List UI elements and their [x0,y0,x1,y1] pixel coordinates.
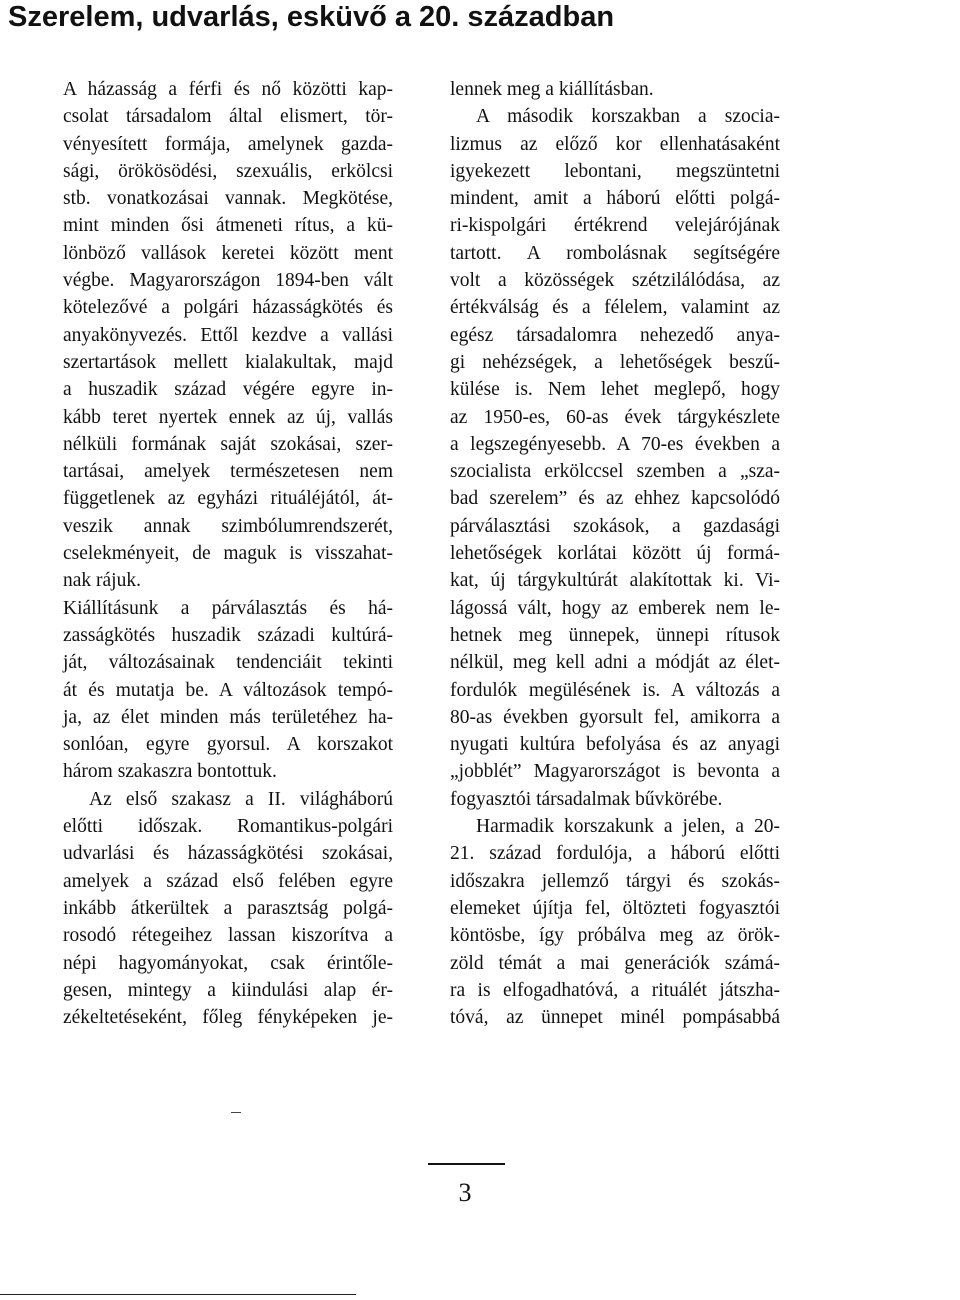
text-line: stb. vonatkozásai vannak. Megkötése, [63,188,393,210]
text-line: szocialista erkölccsel szemben a „sza- [450,461,780,483]
text-line: „jobblét” Magyarországot is bevonta a [450,761,780,783]
text-line: inkább átkerültek a parasztság polgá- [63,897,393,919]
text-line: át és mutatja be. A változások tempó- [63,679,393,701]
page-number: 3 [458,1178,472,1207]
text-line: függetlenek az egyházi rituáléjától, át- [63,488,393,510]
right-column [450,76,780,1031]
text-line: Kiállításunk a párválasztás és há- [63,597,393,619]
text-line: 80-as években gyorsult fel, amikorra a [450,706,780,728]
text-line: ja, az élet minden más területéhez ha- [63,706,393,728]
text-line: lönböző vallások keretei között ment [63,242,393,264]
text-line: cselekményeit, de maguk is visszahat- [63,543,393,565]
text-line: ra is elfogadhatóvá, a rituálét játszha- [450,979,780,1001]
text-line: párválasztási szokások, a gazdasági [450,515,780,537]
text-line: lehetőségek korlátai között új formá- [450,543,780,565]
page-number-rule [428,1163,505,1165]
text-line: zékeltetéseként, főleg fényképeken je- [63,1007,393,1029]
text-line: anyakönyvezés. Ettől kezdve a vallási [63,324,393,346]
text-line: elemeket újítja fel, öltözteti fogyasztói [450,897,780,919]
text-line: mindent, amit a háború előtti polgá- [450,188,780,210]
text-line: vényesített formája, amelynek gazda- [63,133,393,155]
text-line: ri-kispolgári értékrend velejárójának [450,215,780,237]
text-line: csolat társadalom által elismert, tör- [63,106,393,128]
text-line: kötelezővé a polgári házasságkötés és [63,297,393,319]
text-line: a legszegényesebb. A 70-es években a [450,433,780,455]
text-line: külése is. Nem lehet meglepő, hogy [450,379,780,401]
text-line: nyugati kultúra befolyása és az anyagi [450,734,780,756]
text-line: lennek meg a kiállításban. [450,79,654,100]
text-line: köntösbe, így próbálva meg az örök- [450,925,780,947]
text-line: veszik annak szimbólumrendszerét, [63,515,393,537]
text-line: a huszadik század végére egyre in- [63,379,393,401]
text-line: gesen, mintegy a kiindulási alap ér- [63,979,393,1001]
text-line: lágossá vált, hogy az emberek nem le- [450,597,780,619]
text-line: nélkül, meg kell adni a módját az élet- [450,652,780,674]
text-line: tóvá, az ünnepet minél pompásabbá [450,1007,780,1029]
text-line: értékválság és a félelem, valamint az [450,297,780,319]
text-line: hetnek meg ünnepek, ünnepi rítusok [450,624,780,646]
text-line: kább teret nyertek ennek az új, vallás [63,406,393,428]
text-line: Harmadik korszakunk a jelen, a 20- [476,816,780,838]
text-line: nélküli formának saját szokásai, szer- [63,433,393,455]
text-line: időszakra jellemző tárgyi és szokás- [450,870,780,892]
text-line: bad szerelem” és az ehhez kapcsolódó [450,488,780,510]
text-line: három szakaszra bontottuk. [63,761,277,783]
text-line: volt a közösségek szétzilálódása, az [450,270,780,292]
text-line: gi nehézségek, a lehetőségek beszű- [450,351,780,373]
text-line: előtti időszak. Romantikus-polgári [63,816,393,838]
text-line: végbe. Magyarországon 1894-ben vált [63,270,393,292]
text-line: fogyasztói társadalmak bűvkörébe. [450,788,723,810]
text-line: sági, örökösödési, szexuális, erkölcsi [63,160,393,182]
text-line: zöld témát a mai generációk számá- [450,952,780,974]
left-column [63,76,393,1031]
page-title: Szerelem, udvarlás, esküvő a 20. században [8,1,615,33]
text-line: rosodó rétegeihez lassan kiszorítva a [63,925,393,947]
text-line: tartásai, amelyek természetesen nem [63,461,393,483]
footer-rule [0,1294,356,1295]
text-line: 21. század fordulója, a háború előtti [450,843,780,865]
text-line: mint minden ősi átmeneti rítus, a kü- [63,215,393,237]
text-line: igyekezett lebontani, megszüntetni [450,160,780,182]
text-line: tartott. A rombolásnak segítségére [450,242,780,264]
text-line: nak rájuk. [63,570,141,592]
text-line: szertartások mellett kialakultak, majd [63,351,393,373]
text-line: egész társadalomra nehezedő anya- [450,324,780,346]
text-line: zasságkötés huszadik századi kultúrá- [63,624,393,646]
stray-dash-mark [231,1112,241,1113]
text-line: ját, változásainak tendenciáit tekinti [63,652,393,674]
text-line: Az első szakasz a II. világháború [89,788,393,810]
text-line: az 1950-es, 60-as évek tárgykészlete [450,406,780,428]
text-line: A második korszakban a szocia- [476,106,780,128]
text-line: lizmus az előző kor ellenhatásaként [450,133,780,155]
text-line: sonlóan, egyre gyorsul. A korszakot [63,734,393,756]
text-line: népi hagyományokat, csak érintőle- [63,952,393,974]
text-line: A házasság a férfi és nő közötti kap- [63,79,393,100]
text-line: fordulók megülésének is. A változás a [450,679,780,701]
text-line: kat, új tárgykultúrát alakítottak ki. Vi- [450,570,780,592]
text-line: udvarlási és házasságkötési szokásai, [63,843,393,865]
text-line: amelyek a század első felében egyre [63,870,393,892]
